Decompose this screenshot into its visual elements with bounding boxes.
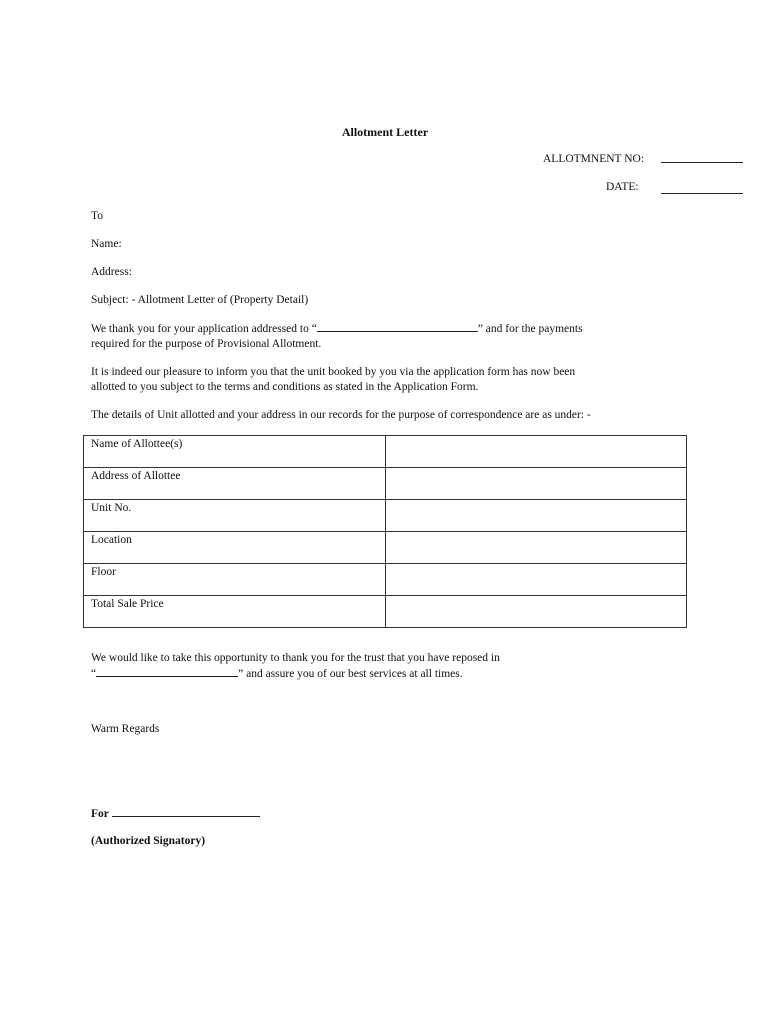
unit-details-table [83,435,687,628]
row-label: Unit No. [84,500,386,532]
to-label: To [91,210,103,222]
paragraph-application-line2: required for the purpose of Provisional Allotment. [91,338,322,350]
row-label: Location [84,532,386,564]
closing-open-quote: “ [91,668,97,680]
row-value [386,500,687,532]
paragraph-pleasure [91,365,575,395]
date-label: DATE: [606,181,639,193]
table-row [84,596,687,628]
address-label: Address: [91,266,132,278]
closing-paragraph [91,651,500,682]
row-label: Total Sale Price [84,596,386,628]
table-row [84,532,687,564]
row-value [386,532,687,564]
paragraph-application-start: We thank you for your application addressed to “ [91,323,317,335]
subject-line: Subject: - Allotment Letter of (Property Detail) [91,294,309,306]
row-label: Address of Allottee [84,468,386,500]
closing-line1: We would like to take this opportunity to thank you for the trust that you have reposed in [91,652,500,664]
for-company-blank [112,806,260,817]
row-label: Floor [84,564,386,596]
addressee-blank [317,321,478,332]
paragraph-application [91,321,583,352]
allotment-no-blank [661,162,743,163]
row-value [386,564,687,596]
authorized-signatory: (Authorized Signatory) [91,835,206,847]
for-label: For [91,808,109,820]
row-value [386,596,687,628]
warm-regards: Warm Regards [91,723,160,735]
name-label: Name: [91,238,122,250]
table-row [84,564,687,596]
paragraph-application-end: ” and for the payments [477,323,583,335]
table-row [84,436,687,468]
reposed-in-blank [96,666,238,677]
table-row [84,468,687,500]
paragraph-details: The details of Unit allotted and your address in our records for the purpose of correspondence are as under: - [91,409,591,421]
row-value [386,468,687,500]
for-line [91,806,260,822]
paragraph-pleasure-line1: It is indeed our pleasure to inform you that the unit booked by you via the application form has now been [91,366,576,378]
date-blank [661,193,743,194]
row-label: Name of Allottee(s) [84,436,386,468]
paragraph-pleasure-line2: allotted to you subject to the terms and conditions as stated in the Application Form. [91,381,479,393]
allotment-no-label: ALLOTMNENT NO: [543,153,645,165]
row-value [386,436,687,468]
letter-title: Allotment Letter [341,125,429,139]
closing-line2-end: ” and assure you of our best services at all times. [238,668,463,680]
table-row [84,500,687,532]
